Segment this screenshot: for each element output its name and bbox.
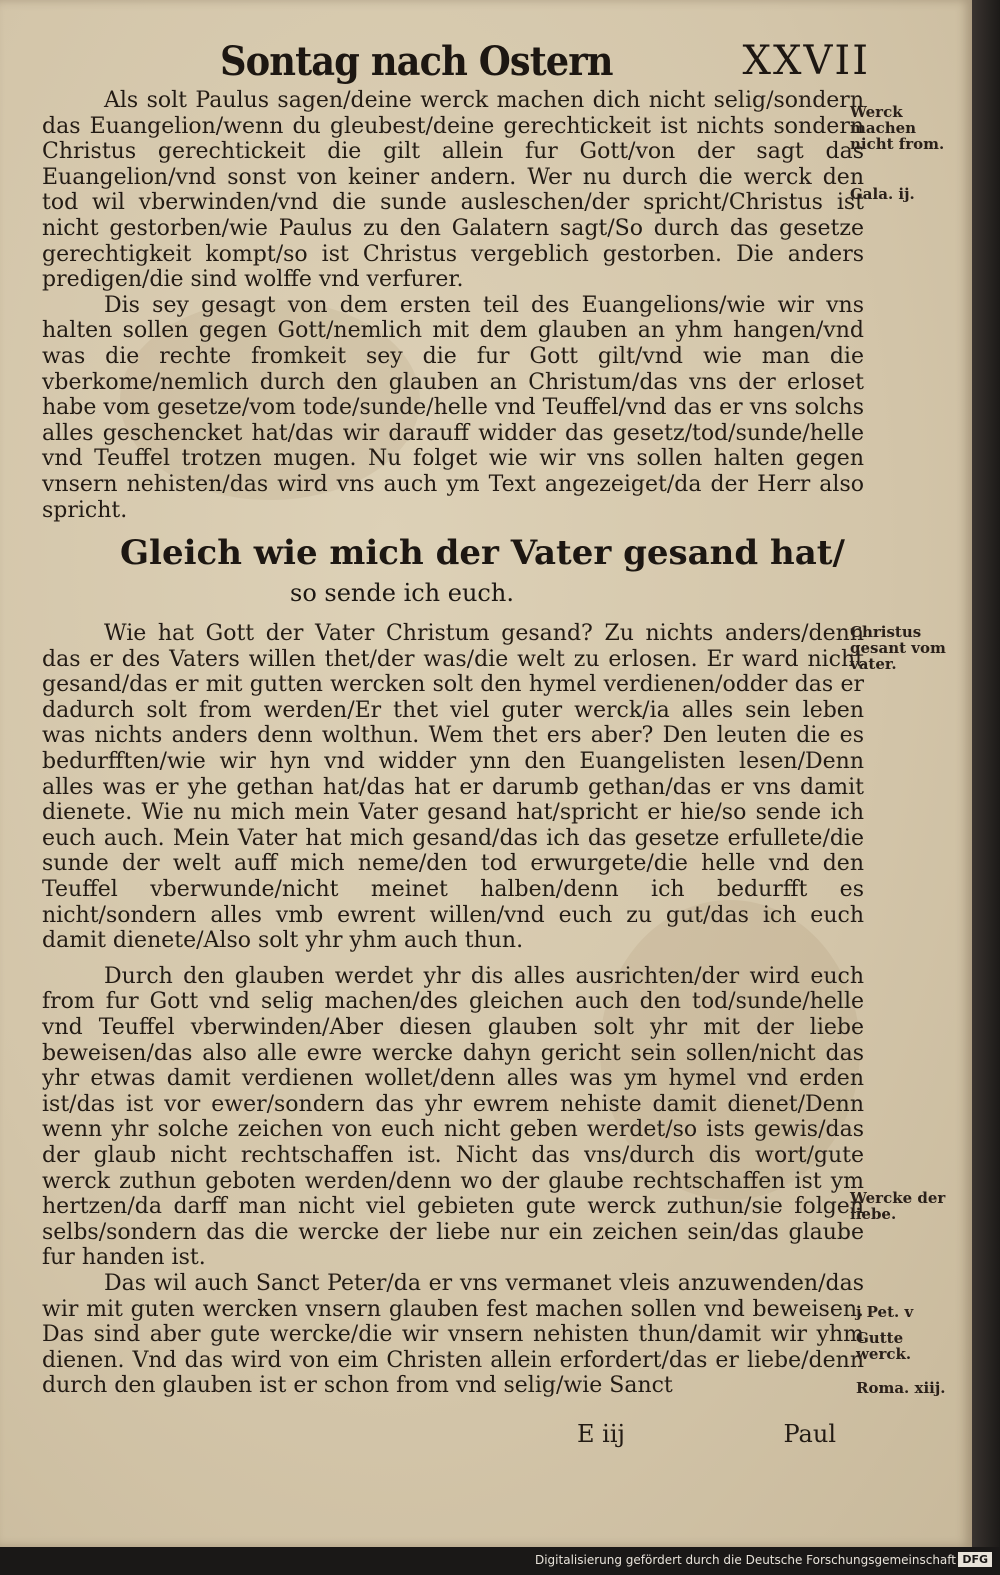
signature-mark: E iij: [577, 1420, 625, 1448]
credit-text: Digitalisierung gefördert durch die Deutsche Forschungsgemeinschaft: [534, 1553, 956, 1567]
marginal-note: Gala. ij.: [850, 185, 915, 203]
heading-sub: so sende ich euch.: [290, 579, 514, 608]
main-text: [42, 88, 864, 1399]
paragraph: Durch den glauben werdet yhr dis alles ausrichten/der wird euch from fur Gott vnd selig machen/des gleichen auch den tod/sunde/helle vnd Teuffel vberwinden/Aber diesen glauben solt yhr mit der liebe beweisen/das also alle ewre wercke dahyn gericht sein sollen/nicht das yhr etwas damit verdienen wollet/denn alles was ym hymel vnd erden ist/das ist vor ewer/sondern das yhr ewrem nehiste damit dienet/Denn wenn yhr solche zeichen von euch nicht geben werdet/so ists gewis/das der glaub nicht rechtschaffen ist. Nicht das vns/durch dis wort/gute werck zuthun geboten werden/denn wo der glaube rechtschaffen ist ym hertzen/da darff man nicht viel gebieten gute werck zuthun/sie folgen selbs/sondern das die wercke der liebe nur ein zeichen sein/das glaube fur handen ist.: [42, 963, 864, 1271]
catchword: Paul: [783, 1420, 836, 1448]
paragraph: Als solt Paulus sagen/deine werck machen dich nicht selig/sondern das Euangelion/wenn du gleubest/deine gerechtickeit ist nichts sondern Christus gerechtickeit die gilt allein fur Gott/von der sagt das Euangelion/vnd sonst von keiner andern. Wer nu durch die werck den tod wil vberwinden/vnd die sunde ausleschen/der spricht/Christus ist nicht gestorben/wie Paulus zu den Galatern sagt/So durch das gesetze gerechtigkeit kompt/so ist Christus vergeblich gestorben. Die anders predigen/die sind wolffe vnd verfurer.: [42, 88, 864, 293]
marginal-note: j Pet. v: [856, 1303, 914, 1321]
page-edge-shadow: [972, 0, 1000, 1547]
paragraph: Das wil auch Sanct Peter/da er vns vermanet vleis anzuwenden/das wir mit guten wercken vnsern glauben fest machen sollen vnd beweisen. Das sind aber gute wercke/die wir vnsern nehisten thun/damit wir yhm dienen. Vnd das wird von eim Christen allein erfordert/das er liebe/denn durch den glauben ist er schon from vnd selig/wie Sanct: [42, 1270, 864, 1399]
dfg-logo-icon: DFG: [958, 1552, 992, 1567]
marginal-note: Christus gesant vom vater.: [850, 623, 946, 673]
running-head-title: Sontag nach Ostern: [220, 38, 613, 85]
running-head: [220, 38, 870, 88]
marginal-note: Wercke der liebe.: [850, 1189, 946, 1223]
paragraph: Wie hat Gott der Vater Christum gesand? Zu nichts anders/denn das er des Vaters willen thet/der was/die welt zu erlosen. Er ward nicht gesand/das er mit gutten wercken solt den hymel verdienen/odder das er dadurch solt from werden/Er thet viel guter werck/ia alles sein leben was nichts anders denn wolthun. Wem thet ers aber? Den leuten die es bedurfften/wie wir hyn vnd widder ynn den Euangelisten lesen/Denn alles was er yhe gethan hat/das hat er darumb gethan/das er vns damit dienete. Wie nu mich mein Vater gesand hat/spricht er hie/so sende ich euch auch. Mein Vater hat mich gesand/das ich das gesetze erfullete/die sunde der welt auff mich neme/den tod erwurgete/die helle vnd den Teuffel vberwunde/nicht meinet halben/denn ich bedurfft es nicht/sondern alles vmb ewrent willen/vnd euch zu gut/das ich euch damit dienete/Also solt yhr yhm auch thun.: [42, 621, 864, 954]
heading-main: Gleich wie mich der Vater gesand hat/: [120, 533, 845, 574]
credit-bar: [0, 1547, 1000, 1575]
marginal-note: Roma. xiij.: [856, 1379, 946, 1397]
folio-number: XXVII: [742, 38, 870, 84]
marginal-note: Gutte werck.: [856, 1329, 912, 1363]
section-heading: [42, 535, 864, 611]
page-footer: [42, 1420, 864, 1450]
paragraph: Dis sey gesagt von dem ersten teil des Euangelions/wie wir vns halten sollen gegen Gott/nemlich mit dem glauben an yhm hangen/vnd was die rechte fromkeit sey die fur Gott gilt/vnd wie man die vberkome/nemlich durch den glauben an Christum/das vns der erloset habe vom gesetze/vom tode/sunde/helle vnd Teuffel/vnd das er vns solchs alles geschencket hat/das wir darauff widder das gesetz/tod/sunde/helle vnd Teuffel trotzen mugen. Nu folget wie wir vns sollen halten gegen vnsern nehisten/das wird vns auch ym Text angezeiget/da der Herr also spricht.: [42, 292, 864, 523]
marginal-note: Werck machen nicht from.: [850, 103, 945, 153]
